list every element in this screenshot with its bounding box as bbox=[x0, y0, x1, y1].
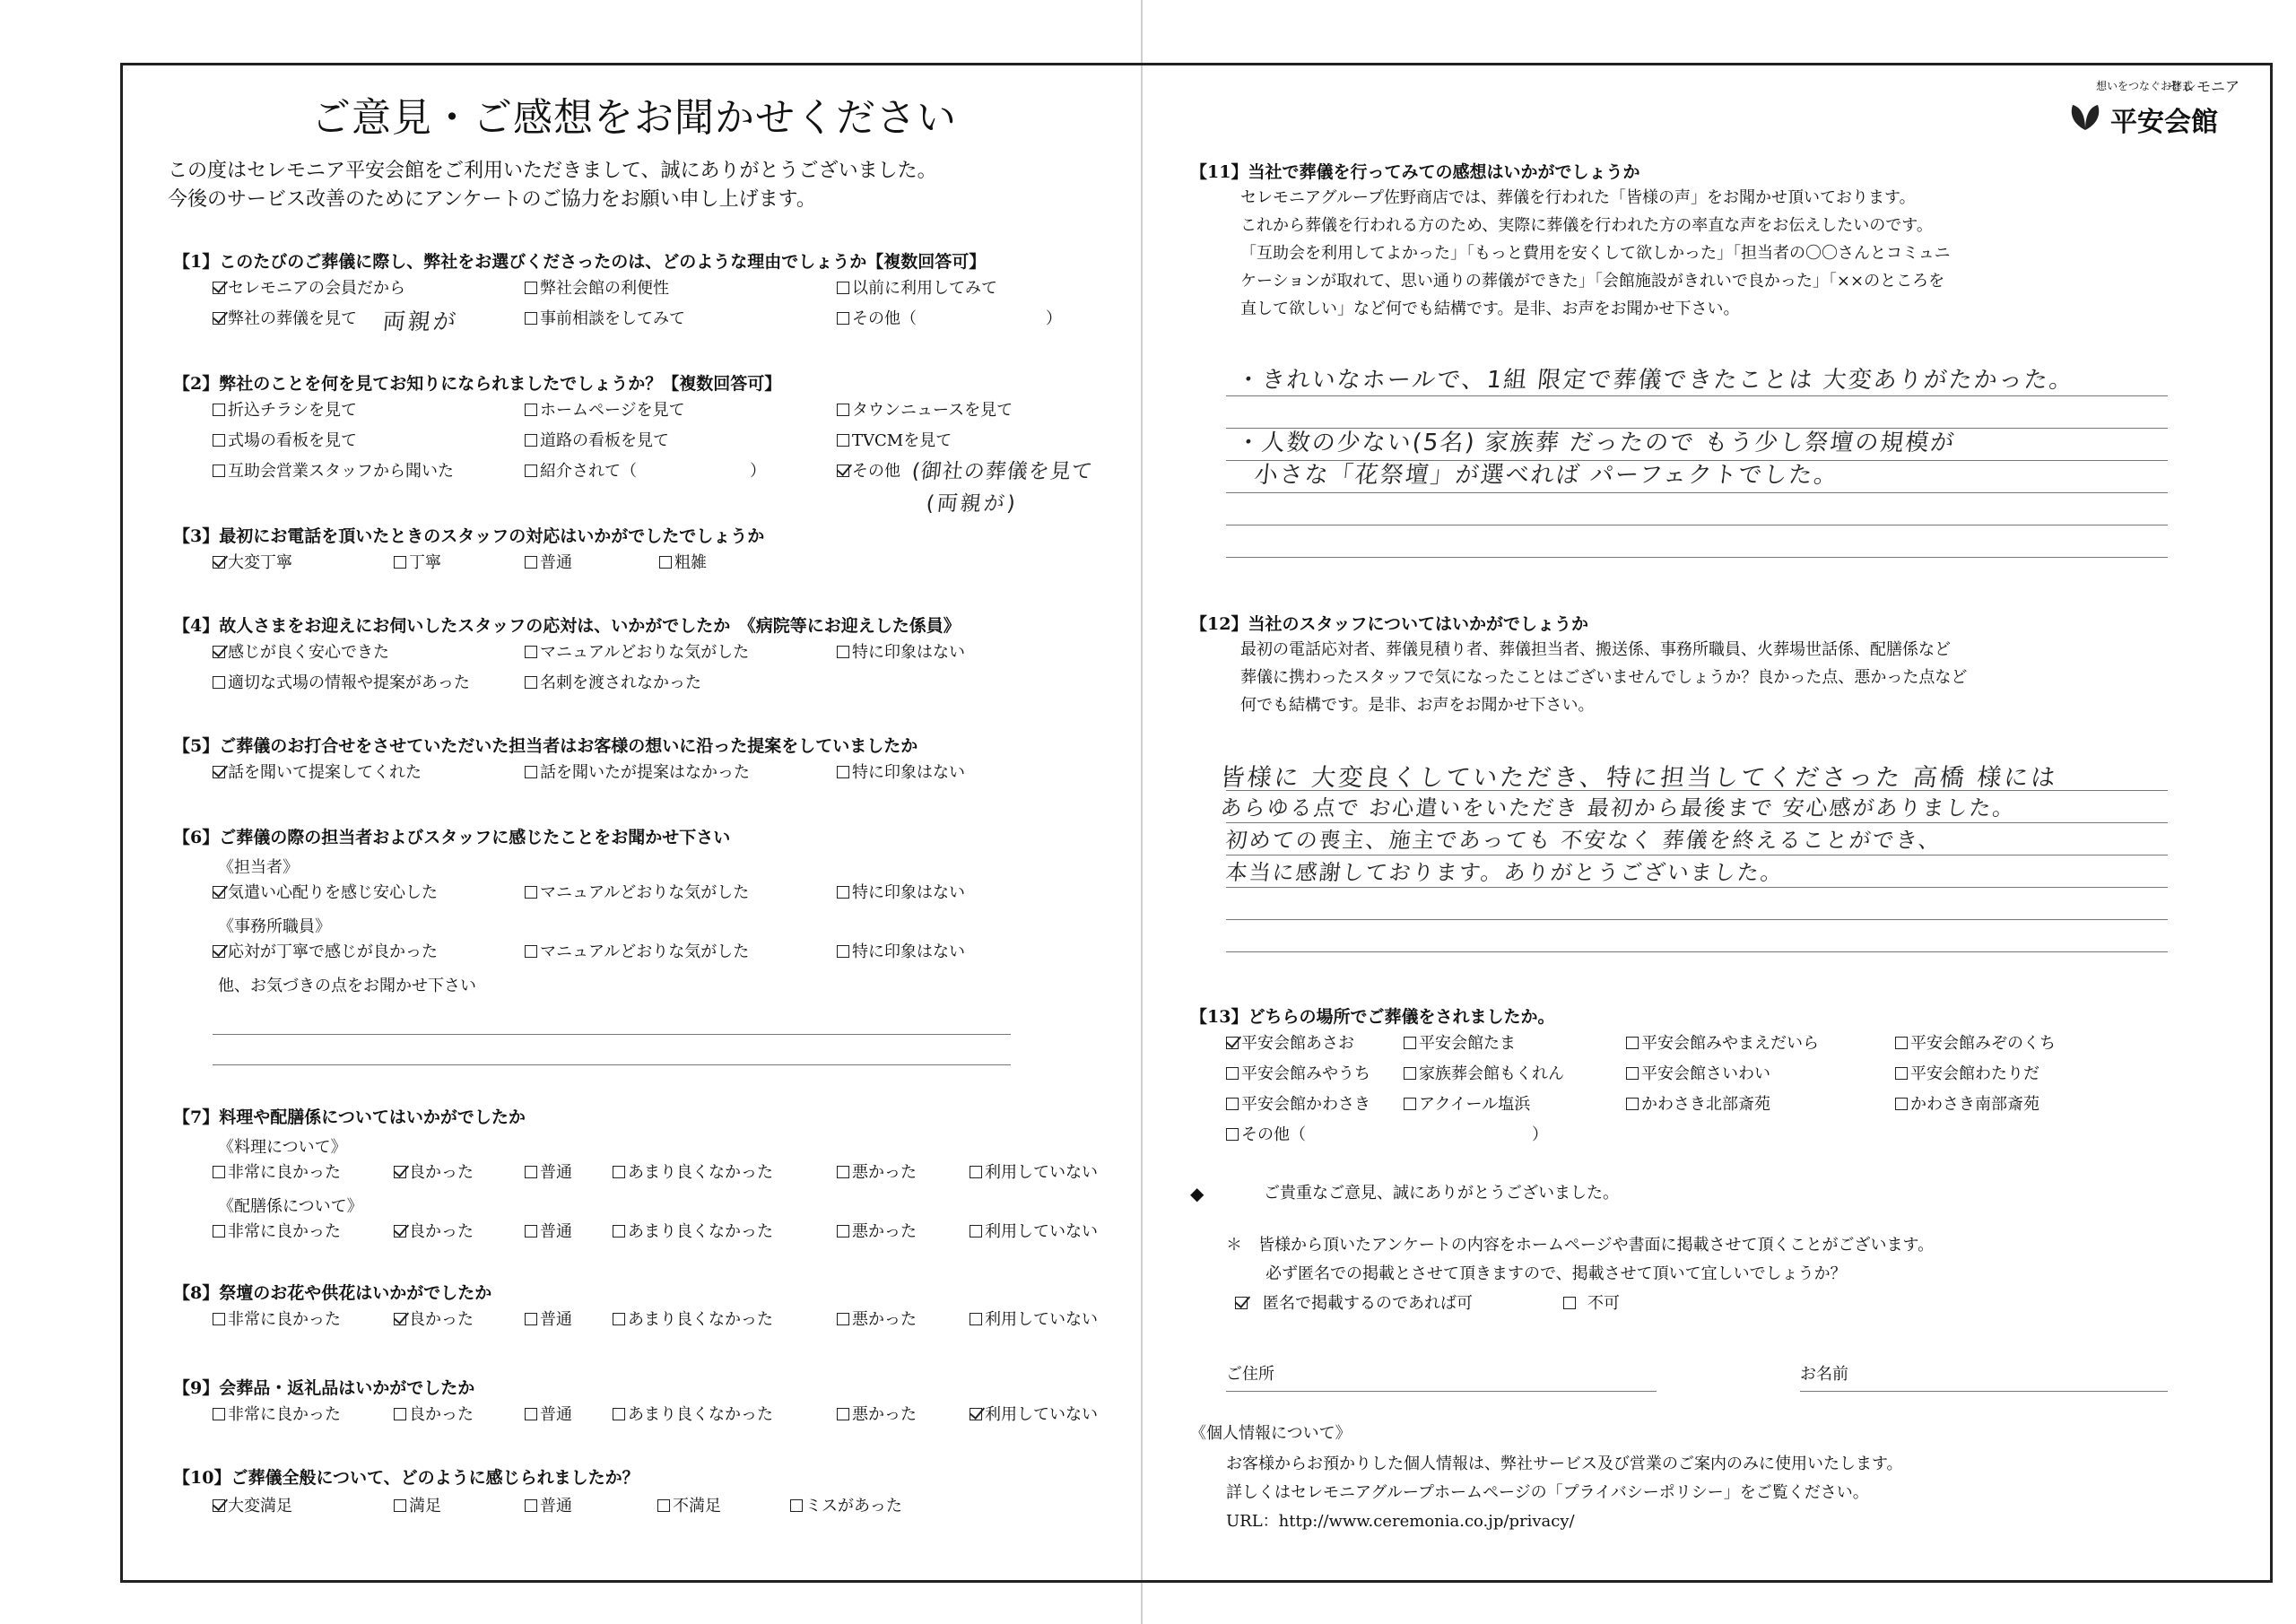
name-label: お名前 bbox=[1800, 1365, 1848, 1384]
checkbox-icon[interactable] bbox=[525, 1166, 537, 1178]
comment-line[interactable] bbox=[213, 1064, 1011, 1065]
question-5: 【5】ご葬儀のお打合せをさせていただいた担当者はお客様の想いに沿った提案をしていましたか bbox=[173, 736, 918, 756]
privacy-text-2: 詳しくはセレモニアグループホームページの「プライバシーポリシー」をご覧ください。 bbox=[1226, 1483, 1869, 1502]
q9-good[interactable]: 良かった bbox=[394, 1405, 474, 1425]
checkbox-icon[interactable] bbox=[1626, 1098, 1639, 1110]
q4-option-reassuring[interactable]: 感じが良く安心できた bbox=[213, 643, 389, 663]
checkbox-icon[interactable] bbox=[837, 465, 849, 477]
checkbox-icon[interactable] bbox=[790, 1499, 803, 1512]
checkbox-icon[interactable] bbox=[970, 1408, 982, 1420]
q8-not-used[interactable]: 利用していない bbox=[970, 1310, 1098, 1330]
q3-option-polite[interactable]: 丁寧 bbox=[394, 553, 441, 573]
checkbox-icon[interactable] bbox=[1226, 1098, 1239, 1110]
q13-other[interactable]: その他（ ） bbox=[1226, 1125, 1548, 1145]
checkbox-icon[interactable] bbox=[525, 1499, 537, 1512]
q12-description: 最初の電話応対者、葬儀見積り者、葬儀担当者、搬送係、事務所職員、火葬場世話係、配膳係など 葬儀に携わったスタッフで気になったことはございませんでしょうか？良かった点、悪かった点など 何でも結構です。是非、お声をお聞かせ下さい。 bbox=[1240, 640, 1968, 715]
q5-option-no-impression[interactable]: 特に印象はない bbox=[837, 763, 965, 783]
survey-sheet bbox=[120, 63, 2273, 1583]
q2-option-other[interactable]: その他 bbox=[837, 462, 900, 482]
checkbox-icon[interactable] bbox=[657, 1499, 670, 1512]
q2-handwriting-2: (両親が) bbox=[925, 492, 1020, 516]
question-8: 【8】祭壇のお花や供花はいかがでしたか bbox=[173, 1283, 492, 1303]
checkbox-icon[interactable] bbox=[1895, 1067, 1908, 1080]
checkbox-icon[interactable] bbox=[213, 1499, 225, 1512]
q8-bad[interactable]: 悪かった bbox=[837, 1310, 917, 1330]
q13-miyauchi[interactable]: 平安会館みやうち bbox=[1226, 1064, 1370, 1084]
q7-service-normal[interactable]: 普通 bbox=[525, 1222, 572, 1242]
checkbox-icon[interactable] bbox=[1404, 1098, 1416, 1110]
question-10: 【10】ご葬儀全般について、どのように感じられましたか？ bbox=[173, 1468, 639, 1488]
answer-line[interactable] bbox=[1226, 919, 2168, 920]
checkbox-icon[interactable] bbox=[213, 945, 225, 958]
q13-accueil-shiohama[interactable]: アクイール塩浜 bbox=[1404, 1095, 1530, 1115]
q9-normal[interactable]: 普通 bbox=[525, 1405, 572, 1425]
q1-option-convenience[interactable]: 弊社会館の利便性 bbox=[525, 279, 669, 299]
checkbox-icon[interactable] bbox=[1226, 1067, 1239, 1080]
q12-handwriting-1: 皆様に 大変良くしていただき、特に担当してくださった 高橋 様には bbox=[1219, 764, 2059, 792]
q7-food-not-good[interactable]: あまり良くなかった bbox=[613, 1163, 773, 1183]
checkbox-icon[interactable] bbox=[394, 1499, 406, 1512]
address-label: ご住所 bbox=[1226, 1365, 1274, 1384]
checkbox-icon[interactable] bbox=[213, 1225, 225, 1238]
q10-very-satisfied[interactable]: 大変満足 bbox=[213, 1497, 292, 1516]
address-field[interactable] bbox=[1226, 1391, 1657, 1392]
q2-option-tvcm[interactable]: TVCMを見て bbox=[837, 431, 952, 451]
checkbox-icon[interactable] bbox=[525, 556, 537, 569]
q1-option-member[interactable]: セレモニアの会員だから bbox=[213, 279, 405, 299]
checkbox-icon[interactable] bbox=[837, 1225, 849, 1238]
q2-option-homepage[interactable]: ホームページを見て bbox=[525, 401, 685, 421]
right-page: 想いをつなぐお葬式 セレモニア 平安会館 【11】当社で葬儀を行ってみての感想はいかがでしょうか セレモニアグループ佐野商店では、葬儀を行われた「皆様の声」をお聞かせ頂いております。 これから葬儀を行われる方のため、実際に葬儀を行われた方の率直な声をお伝えしたいのです。 「互助会を利用してよかった」「もっと費用を安くして欲しかった」「担当者の〇〇さんとコミュニ ケーションが取れて、思い通りの葬儀ができた」「会館施設がきれいで良かった」「××のところを 直して欲しい」など何でも結構です。是非、お声をお聞かせ下さい。 ・きれいなホールで、1組 限定で葬儀できたことは 大変ありがたかった。 ・人数の少ない(5名) 家族葬 だったので もう少し祭壇の規模が 小さな「花祭壇」が選べれば パーフェクトでした。 【12】当社のスタッフについてはいかがでしょうか 最初の電話応対者、葬儀見積り者、葬儀担当者、搬送係、事務所職員、火葬場世話係、配膳係など 葬儀に携わったスタッフで気になったことはございませんでしょうか？良かった点、悪かった点など 何でも結構です。是非、お声をお聞かせ下さい。 皆様に 大変良くしていただき、特に担当してくださった 高橋 様には あらゆる点で お心遣いをいただき 最初から最後まで 安心感がありました。 初めての喪主、施主であっても 不安なく 葬儀を終えることができ、 本当に感謝しております。ありがとうございました。 【13】どちらの場所でご葬儀をされましたか。 平安会館あさお 平安会館たま 平安会館みやまえだいら 平安会館みぞのくち 平安会館みやうち 家族葬会館もくれん 平安会館さいわい 平安会館わたりだ 平安会館かわさき アクイール塩浜 かわさき北部斎苑 かわさき南部斎苑 その他（ ） ◆ ご貴重なご意見、誠にありがとうございました。 ＊ 皆様から頂いたアンケートの内容をホームページや書面に掲載させて頂くことがございます。 必ず匿名での掲載とさせて頂きますので、掲載させて頂いて宜しいでしょうか？ 匿名で掲載するのであれば可 不可 ご住所 お名前 《個人情報について》 お客様からお預かりした個人情報は、弊社サービス及び営業のご案内のみに使用いたします。 詳しくはセレモニアグループホームページの「プライバシーポリシー」をご覧ください。 URL：http://www.ceremonia.co.jp/privacy/ bbox=[1181, 65, 2275, 1580]
question-6: 【6】ご葬儀の際の担当者およびスタッフに感じたことをお聞かせ下さい bbox=[173, 828, 731, 847]
checkbox-icon[interactable] bbox=[525, 766, 537, 778]
q11-description: セレモニアグループ佐野商店では、葬儀を行われた「皆様の声」をお聞かせ頂いております。 これから葬儀を行われる方のため、実際に葬儀を行われた方の率直な声をお伝えしたいのです。 「互助会を利用してよかった」「もっと費用を安くして欲しかった」「担当者の〇〇さんとコミュニ ケーションが取れて、思い通りの葬儀ができた」「会館施設がきれいで良かった」「××のところを 直して欲しい」など何でも結構です。是非、お声をお聞かせ下さい。 bbox=[1240, 188, 1951, 318]
q2-option-townnews[interactable]: タウンニュースを見て bbox=[837, 401, 1013, 421]
checkbox-icon[interactable] bbox=[525, 945, 537, 958]
q11-handwriting-2: ・人数の少ない(5名) 家族葬 だったので もう少し祭壇の規模が bbox=[1235, 430, 1957, 456]
q8-very-good[interactable]: 非常に良かった bbox=[213, 1310, 341, 1330]
q3-option-very-polite[interactable]: 大変丁寧 bbox=[213, 553, 292, 573]
checkbox-icon[interactable] bbox=[525, 1313, 537, 1325]
q1-option-saw-funeral[interactable]: 弊社の葬儀を見て bbox=[213, 309, 357, 329]
checkbox-icon[interactable] bbox=[837, 1313, 849, 1325]
q13-mizonokuchi[interactable]: 平安会館みぞのくち bbox=[1895, 1034, 2056, 1054]
checkbox-icon[interactable] bbox=[1226, 1037, 1239, 1049]
checkbox-icon[interactable] bbox=[837, 945, 849, 958]
q13-miyamaedaira[interactable]: 平安会館みやまえだいら bbox=[1626, 1034, 1819, 1054]
question-12: 【12】当社のスタッフについてはいかがでしょうか bbox=[1190, 614, 1589, 634]
checkbox-icon[interactable] bbox=[837, 404, 849, 416]
checkbox-icon[interactable] bbox=[213, 434, 225, 447]
q1-option-used-before[interactable]: 以前に利用してみて bbox=[837, 279, 997, 299]
q13-watarida[interactable]: 平安会館わたりだ bbox=[1895, 1064, 2039, 1084]
checkbox-icon[interactable] bbox=[837, 886, 849, 899]
question-9: 【9】会葬品・返礼品はいかがでしたか bbox=[173, 1378, 475, 1398]
checkbox-icon[interactable] bbox=[970, 1166, 982, 1178]
checkbox-icon[interactable] bbox=[525, 465, 537, 477]
page-title: ご意見・ご感想をお聞かせください bbox=[311, 95, 957, 141]
q13-saiwai[interactable]: 平安会館さいわい bbox=[1626, 1064, 1770, 1084]
checkbox-icon[interactable] bbox=[837, 434, 849, 447]
checkbox-icon[interactable] bbox=[525, 434, 537, 447]
checkbox-icon[interactable] bbox=[1895, 1098, 1908, 1110]
q6-other-comments-label: 他、お気づきの点をお聞かせ下さい bbox=[218, 977, 476, 995]
q10-mistake[interactable]: ミスがあった bbox=[790, 1497, 902, 1516]
q6-option-manual[interactable]: マニュアルどおりな気がした bbox=[525, 883, 749, 903]
checkbox-icon[interactable] bbox=[213, 465, 225, 477]
left-page bbox=[123, 65, 1142, 1580]
checkbox-icon[interactable] bbox=[213, 312, 225, 325]
answer-line[interactable] bbox=[1226, 887, 2168, 888]
checkbox-icon[interactable] bbox=[613, 1225, 625, 1238]
q4-option-no-impression[interactable]: 特に印象はない bbox=[837, 643, 965, 663]
checkbox-icon[interactable] bbox=[213, 886, 225, 899]
checkbox-icon[interactable] bbox=[613, 1166, 625, 1178]
q2-option-road-sign[interactable]: 道路の看板を見て bbox=[525, 431, 669, 451]
checkbox-icon[interactable] bbox=[837, 1166, 849, 1178]
publish-question: 必ず匿名での掲載とさせて頂きますので、掲載させて頂いて宜しいでしょうか？ bbox=[1265, 1264, 1847, 1283]
checkbox-icon[interactable] bbox=[1235, 1297, 1248, 1309]
intro-text: この度はセレモニア平安会館をご利用いただきまして、誠にありがとうございました。 今後のサービス改善のためにアンケートのご協力をお願い申し上げます。 bbox=[168, 160, 937, 211]
publish-not-allowed[interactable]: 不可 bbox=[1563, 1294, 1620, 1314]
q7-food-not-used[interactable]: 利用していない bbox=[970, 1163, 1098, 1183]
q2-option-flyer[interactable]: 折込チラシを見て bbox=[213, 401, 357, 421]
publish-notice: ＊ 皆様から頂いたアンケートの内容をホームページや書面に掲載させて頂くことがございます。 bbox=[1226, 1236, 1935, 1255]
checkbox-icon[interactable] bbox=[1626, 1037, 1639, 1049]
q13-mokuren[interactable]: 家族葬会館もくれん bbox=[1404, 1064, 1564, 1084]
q5-option-proposed[interactable]: 話を聞いて提案してくれた bbox=[213, 763, 422, 783]
q8-normal[interactable]: 普通 bbox=[525, 1310, 572, 1330]
checkbox-icon[interactable] bbox=[525, 1408, 537, 1420]
q6-subheading-staff: 《担当者》 bbox=[218, 858, 299, 877]
q2-option-referral[interactable]: 紹介されて（ ） bbox=[525, 462, 766, 482]
q6-option-caring[interactable]: 気遣い心配りを感じ安心した bbox=[213, 883, 438, 903]
checkbox-icon[interactable] bbox=[837, 1408, 849, 1420]
checkbox-icon[interactable] bbox=[213, 282, 225, 294]
question-11: 【11】当社で葬儀を行ってみての感想はいかがでしょうか bbox=[1190, 162, 1640, 182]
checkbox-icon[interactable] bbox=[1404, 1037, 1416, 1049]
q13-south-saien[interactable]: かわさき南部斎苑 bbox=[1895, 1095, 2039, 1115]
q4-option-proper-info[interactable]: 適切な式場の情報や提案があった bbox=[213, 673, 470, 693]
thanks-message: ご貴重なご意見、誠にありがとうございました。 bbox=[1264, 1184, 1619, 1203]
checkbox-icon[interactable] bbox=[213, 404, 225, 416]
q6-option-office-polite[interactable]: 応対が丁寧で感じが良かった bbox=[213, 942, 438, 962]
name-field[interactable] bbox=[1800, 1391, 2168, 1392]
privacy-url: URL：http://www.ceremonia.co.jp/privacy/ bbox=[1226, 1512, 1575, 1531]
checkbox-icon[interactable] bbox=[213, 1313, 225, 1325]
question-13: 【13】どちらの場所でご葬儀をされましたか。 bbox=[1190, 1007, 1555, 1027]
q13-kawasaki[interactable]: 平安会館かわさき bbox=[1226, 1095, 1370, 1115]
checkbox-icon[interactable] bbox=[213, 556, 225, 569]
q7-food-very-good[interactable]: 非常に良かった bbox=[213, 1163, 341, 1183]
checkbox-icon[interactable] bbox=[213, 1166, 225, 1178]
q10-satisfied[interactable]: 満足 bbox=[394, 1497, 441, 1516]
q7-food-normal[interactable]: 普通 bbox=[525, 1163, 572, 1183]
checkbox-icon[interactable] bbox=[525, 282, 537, 294]
checkbox-icon[interactable] bbox=[394, 1225, 406, 1238]
checkbox-icon[interactable] bbox=[613, 1313, 625, 1325]
checkbox-icon[interactable] bbox=[213, 766, 225, 778]
q7-service-not-used[interactable]: 利用していない bbox=[970, 1222, 1098, 1242]
q1-option-consultation[interactable]: 事前相談をしてみて bbox=[525, 309, 685, 329]
privacy-title: 《個人情報について》 bbox=[1190, 1424, 1352, 1443]
q7-subheading-food: 《料理について》 bbox=[218, 1138, 347, 1157]
checkbox-icon[interactable] bbox=[213, 1408, 225, 1420]
checkbox-icon[interactable] bbox=[659, 556, 672, 569]
q1-handwriting: 両親が bbox=[381, 308, 460, 334]
comment-line[interactable] bbox=[213, 1034, 1011, 1035]
checkbox-icon[interactable] bbox=[213, 646, 225, 658]
publish-anonymous-ok[interactable]: 匿名で掲載するのであれば可 bbox=[1235, 1294, 1473, 1314]
q12-handwriting-3: 初めての喪主、施主であっても 不安なく 葬儀を終えることができ、 bbox=[1224, 828, 1944, 853]
answer-line[interactable] bbox=[1226, 951, 2168, 952]
checkbox-icon[interactable] bbox=[970, 1225, 982, 1238]
question-3: 【3】最初にお電話を頂いたときのスタッフの対応はいかがでしたでしょうか bbox=[173, 526, 765, 546]
q6-subheading-office: 《事務所職員》 bbox=[218, 917, 331, 936]
checkbox-icon[interactable] bbox=[394, 556, 406, 569]
checkbox-icon[interactable] bbox=[394, 1313, 406, 1325]
q11-handwriting-3: 小さな「花祭壇」が選べれば パーフェクトでした。 bbox=[1253, 462, 1840, 489]
answer-line[interactable] bbox=[1226, 557, 2168, 558]
checkbox-icon[interactable] bbox=[525, 886, 537, 899]
checkbox-icon[interactable] bbox=[1404, 1067, 1416, 1080]
q6-option-office-manual[interactable]: マニュアルどおりな気がした bbox=[525, 942, 749, 962]
checkbox-icon[interactable] bbox=[837, 312, 849, 325]
checkbox-icon[interactable] bbox=[837, 646, 849, 658]
q7-subheading-service: 《配膳係について》 bbox=[218, 1197, 363, 1216]
checkbox-icon[interactable] bbox=[837, 766, 849, 778]
q8-not-good[interactable]: あまり良くなかった bbox=[613, 1310, 773, 1330]
q7-service-good[interactable]: 良かった bbox=[394, 1222, 474, 1242]
q2-handwriting-1: (御社の葬儀を見て bbox=[910, 460, 1095, 483]
q6-option-no-impression[interactable]: 特に印象はない bbox=[837, 883, 965, 903]
checkbox-icon[interactable] bbox=[525, 646, 537, 658]
checkbox-icon[interactable] bbox=[1626, 1067, 1639, 1080]
question-4: 【4】故人さまをお迎えにお伺いしたスタッフの応対は、いかがでしたか 《病院等にお迎えした係員》 bbox=[173, 616, 961, 636]
q13-asao[interactable]: 平安会館あさお bbox=[1226, 1034, 1354, 1054]
q3-option-normal[interactable]: 普通 bbox=[525, 553, 572, 573]
checkbox-icon[interactable] bbox=[525, 404, 537, 416]
q9-not-used[interactable]: 利用していない bbox=[970, 1405, 1098, 1425]
checkbox-icon[interactable] bbox=[970, 1313, 982, 1325]
q12-handwriting-4: 本当に感謝しております。ありがとうございました。 bbox=[1224, 860, 1786, 885]
q4-option-no-card[interactable]: 名刺を渡されなかった bbox=[525, 673, 701, 693]
q9-very-good[interactable]: 非常に良かった bbox=[213, 1405, 341, 1425]
question-2: 【2】弊社のことを何を見てお知りになられましたでしょうか？【複数回答可】 bbox=[173, 374, 782, 394]
answer-line[interactable] bbox=[1226, 395, 2168, 396]
q7-service-very-good[interactable]: 非常に良かった bbox=[213, 1222, 341, 1242]
q11-handwriting-1: ・きれいなホールで、1組 限定で葬儀できたことは 大変ありがたかった。 bbox=[1235, 367, 2076, 394]
question-1: 【1】このたびのご葬儀に際し、弊社をお選びくださったのは、どのような理由でしょうか【複数回答可】 bbox=[173, 252, 987, 272]
q6-option-office-no-impression[interactable]: 特に印象はない bbox=[837, 942, 965, 962]
q7-food-bad[interactable]: 悪かった bbox=[837, 1163, 917, 1183]
q10-normal[interactable]: 普通 bbox=[525, 1497, 572, 1516]
q9-not-good[interactable]: あまり良くなかった bbox=[613, 1405, 773, 1425]
q7-service-not-good[interactable]: あまり良くなかった bbox=[613, 1222, 773, 1242]
privacy-text-1: お客様からお預かりした個人情報は、弊社サービス及び営業のご案内のみに使用いたします。 bbox=[1226, 1455, 1903, 1473]
q10-dissatisfied[interactable]: 不満足 bbox=[657, 1497, 721, 1516]
q7-service-bad[interactable]: 悪かった bbox=[837, 1222, 917, 1242]
q9-bad[interactable]: 悪かった bbox=[837, 1405, 917, 1425]
checkbox-icon[interactable] bbox=[394, 1408, 406, 1420]
question-7: 【7】料理や配膳係についてはいかがでしたか bbox=[173, 1107, 526, 1127]
q12-handwriting-2: あらゆる点で お心遣いをいただき 最初から最後まで 安心感がありました。 bbox=[1219, 795, 2018, 821]
checkbox-icon[interactable] bbox=[213, 676, 225, 689]
logo-leaf-icon bbox=[2066, 98, 2105, 134]
checkbox-icon[interactable] bbox=[1895, 1037, 1908, 1049]
q1-option-other[interactable]: その他（ ） bbox=[837, 309, 1062, 329]
checkbox-icon[interactable] bbox=[525, 312, 537, 325]
q7-food-good[interactable]: 良かった bbox=[394, 1163, 474, 1183]
checkbox-icon[interactable] bbox=[613, 1408, 625, 1420]
q8-good[interactable]: 良かった bbox=[394, 1310, 474, 1330]
checkbox-icon[interactable] bbox=[1563, 1297, 1576, 1309]
q2-option-venue-sign[interactable]: 式場の看板を見て bbox=[213, 431, 357, 451]
q3-option-rough[interactable]: 粗雑 bbox=[659, 553, 707, 573]
q13-north-saien[interactable]: かわさき北部斎苑 bbox=[1626, 1095, 1770, 1115]
diamond-icon: ◆ bbox=[1190, 1183, 1205, 1204]
q4-option-manual[interactable]: マニュアルどおりな気がした bbox=[525, 643, 749, 663]
checkbox-icon[interactable] bbox=[837, 282, 849, 294]
checkbox-icon[interactable] bbox=[1226, 1128, 1239, 1141]
answer-line[interactable] bbox=[1226, 492, 2168, 493]
checkbox-icon[interactable] bbox=[525, 1225, 537, 1238]
checkbox-icon[interactable] bbox=[525, 676, 537, 689]
q2-option-staff[interactable]: 互助会営業スタッフから聞いた bbox=[213, 462, 454, 482]
checkbox-icon[interactable] bbox=[394, 1166, 406, 1178]
q5-option-no-proposal[interactable]: 話を聞いたが提案はなかった bbox=[525, 763, 750, 783]
q13-tama[interactable]: 平安会館たま bbox=[1404, 1034, 1516, 1054]
